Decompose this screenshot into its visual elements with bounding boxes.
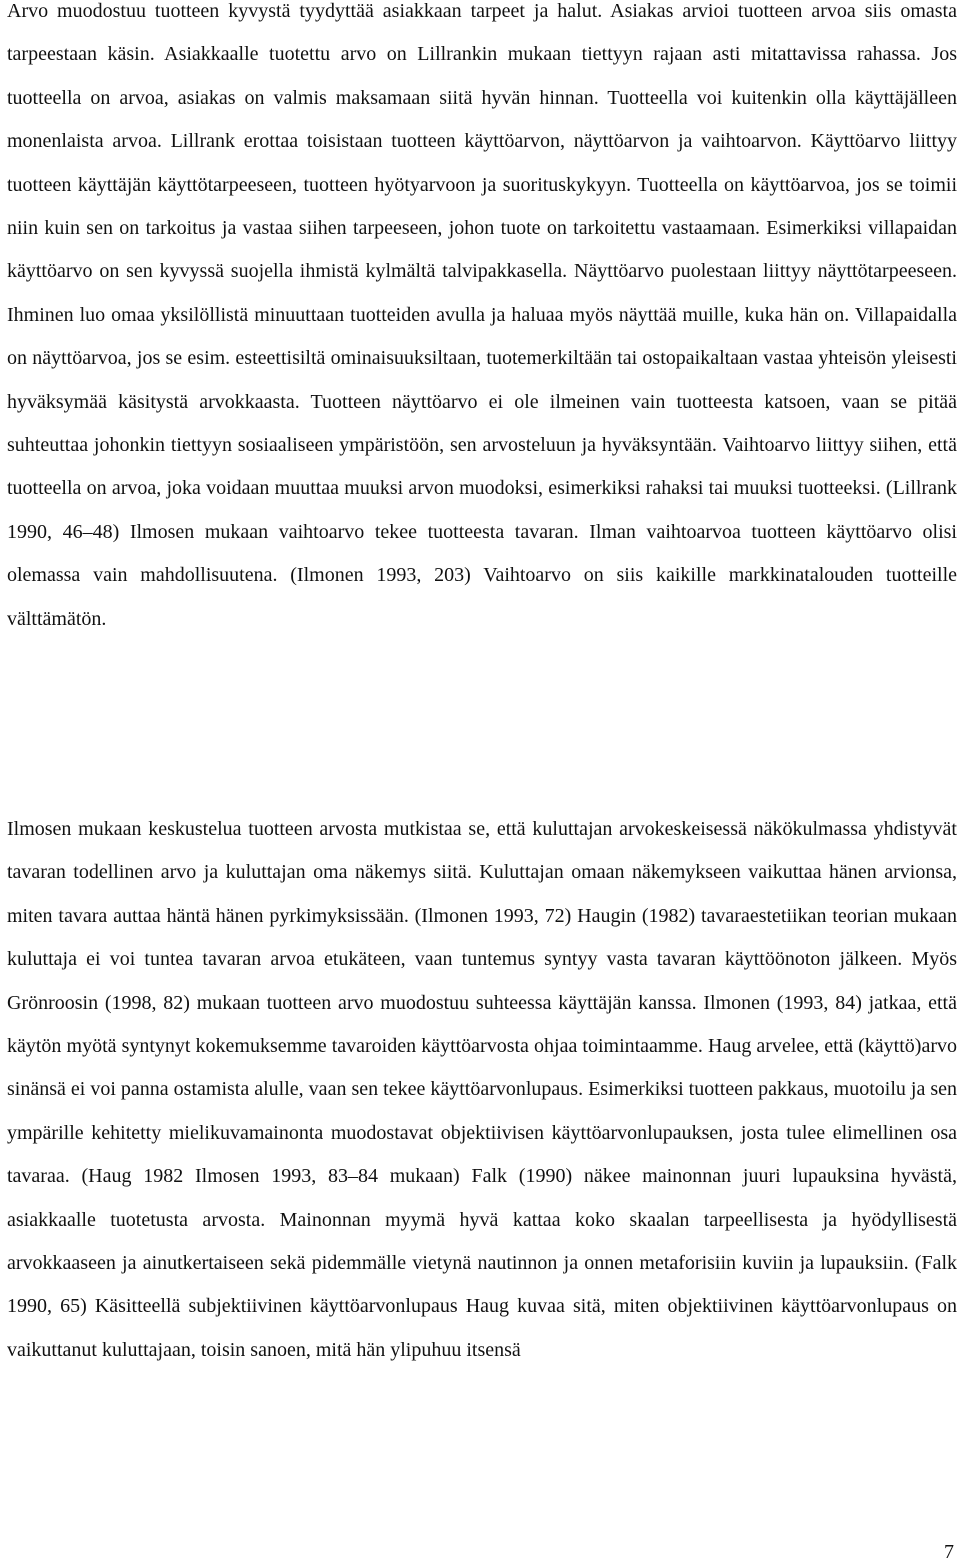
body-paragraph: Ilmosen mukaan keskustelua tuotteen arvosta mutkistaa se, että kuluttajan arvokeskeisessä näkökulmassa yhdistyvät tavaran todellinen arvo ja kuluttajan oma näkemys siitä. Kuluttajan omaan näkemykseen vaikuttaa hänen arvionsa, miten tavara auttaa häntä hänen pyrkimyksissään. (Ilmonen 1993, 72) Haugin (1982) tavaraestetiikan teorian mukaan kuluttaja ei voi tuntea tavaran arvoa etukäteen, vaan tuntemus syntyy vasta tavaran käyttöönoton jälkeen. Myös Grönroosin (1998, 82) mukaan tuotteen arvo muodostuu suhteessa käyttäjän kanssa. Ilmonen (1993, 84) jatkaa, että käytön myötä syntynyt kokemuksemme tavaroiden käyttöarvosta ohjaa toimintaamme. Haug arvelee, että (käyttö)arvo sinänsä ei voi panna ostamista alulle, vaan sen tekee käyttöarvonlupaus. Esimerkiksi tuotteen pakkaus, muotoilu ja sen ympärille kehitetty mielikuvamainonta muodostavat objektiivisen käyttöarvonlupauksen, josta tulee elimellinen osa tavaraa. (Haug 1982 Ilmosen 1993, 83–84 mukaan) Falk (1990) näkee mainonnan juuri lupauksina hyvästä, asiakkaalle tuotetusta arvosta. Mainonnan myymä hyvä kattaa koko skaalan tarpeellisesta ja hyödyllisestä arvokkaaseen ja ainutkertaiseen sekä pidemmälle vietynä nautinnon ja onnen metaforisiin kuviin ja lupauksiin. (Falk 1990, 65) Käsitteellä subjektiivinen käyttöarvonlupaus Haug kuvaa sitä, miten objektiivinen käyttöarvonlupaus on vaikuttanut kuluttajaan, toisin sanoen, mitä hän ylipuhuu itsensä <box>7 818 957 1361</box>
page-number: 7 <box>944 1541 954 1563</box>
body-paragraph: Arvo muodostuu tuotteen kyvystä tyydyttää asiakkaan tarpeet ja halut. Asiakas arvioi tuotteen arvoa siis omasta tarpeestaan käsin. Asiakkaalle tuotettu arvo on Lillrankin mukaan tiettyyn rajaan asti mitattavissa rahassa. Jos tuotteella on arvoa, asiakas on valmis maksamaan siitä hyvän hinnan. Tuotteella voi kuitenkin olla käyttäjälleen monenlaista arvoa. Lillrank erottaa toisistaan tuotteen käyttöarvon, näyttöarvon ja vaihtoarvon. Käyttöarvo liittyy tuotteen käyttäjän käyttötarpeeseen, tuotteen hyötyarvoon ja suorituskykyyn. Tuotteella on käyttöarvoa, jos se toimii niin kuin sen on tarkoitus ja vastaa siihen tarpeeseen, johon tuote on tarkoitettu vastaamaan. Esimerkiksi villapaidan käyttöarvo on sen kyvyssä suojella ihmistä kylmältä talvipakkasella. Näyttöarvo puolestaan liittyy näyttötarpeeseen. Ihminen luo omaa yksilöllistä minuuttaan tuotteiden avulla ja haluaa myös näyttää muille, kuka hän on. Villapaidalla on näyttöarvoa, jos se esim. esteettisiltä ominaisuuksiltaan, tuotemerkiltään tai ostopaikaltaan vastaa yhteisön yleisesti hyväksymää käsitystä arvokkaasta. Tuotteen näyttöarvo ei ole ilmeinen vain tuotteesta katsoen, vaan se pitää suhteuttaa johonkin tiettyyn sosiaaliseen ympäristöön, sen arvosteluun ja hyväksyntään. Vaihtoarvo liittyy siihen, että tuotteella on arvoa, joka voidaan muuttaa muuksi arvon muodoksi, esimerkiksi rahaksi tai muuksi tuotteeksi. (Lillrank 1990, 46–48) Ilmosen mukaan vaihtoarvo tekee tuotteesta tavaran. Ilman vaihtoarvoa tuotteen käyttöarvo olisi olemassa vain mahdollisuutena. (Ilmonen 1993, 203) Vaihtoarvo on siis kaikille markkinatalouden tuotteille välttämätön. <box>7 0 957 630</box>
